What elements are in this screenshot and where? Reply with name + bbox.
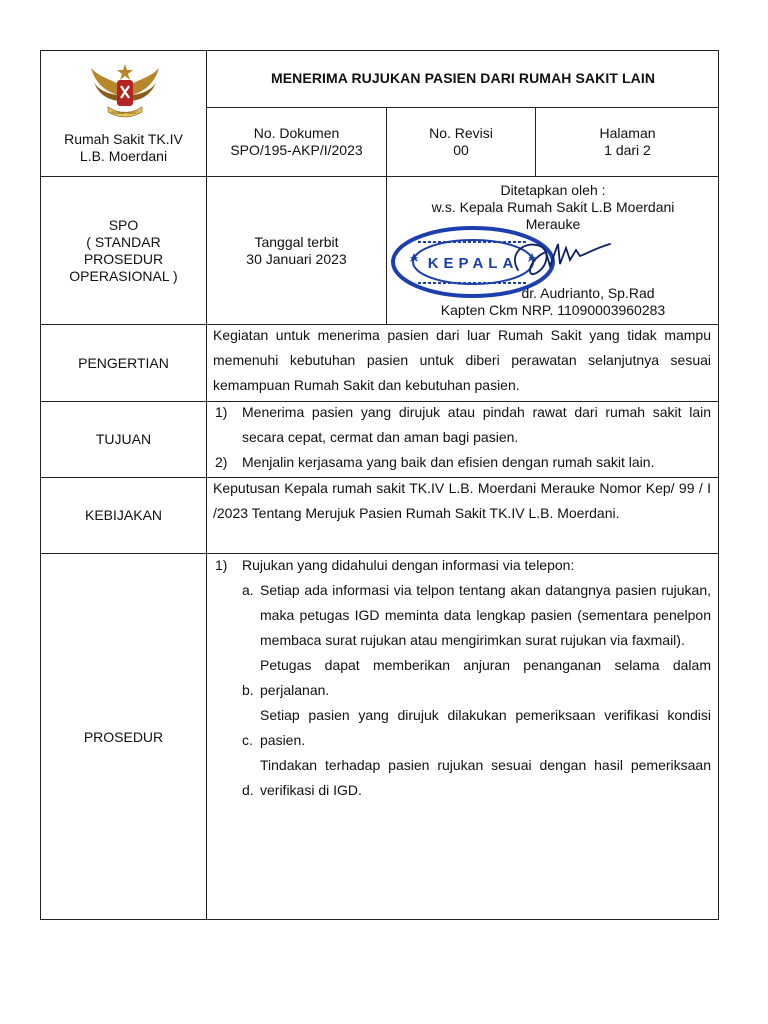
- document-title: MENERIMA RUJUKAN PASIEN DARI RUMAH SAKIT LAIN: [270, 70, 656, 86]
- document-number-cell: [207, 108, 386, 176]
- spo-label-cell: [41, 177, 206, 324]
- page-label: Halaman: [599, 125, 656, 141]
- prosedur-number-1: 1): [215, 557, 228, 573]
- document-number-value: SPO/195-AKP/I/2023: [230, 142, 363, 158]
- revision-value: 00: [453, 142, 469, 158]
- tujuan-list: [213, 400, 711, 475]
- stamp-text: KEPALA: [427, 255, 519, 272]
- hospital-name-line2: L.B. Moerdani: [79, 148, 168, 164]
- pengertian-paragraph: Kegiatan untuk menerima pasien dari luar Rumah Sakit yang tidak mampu memenuhi kebutuhan pasien untuk diberi perawatan selanjutnya sesuai kemampuan Rumah Sakit dan kebutuhan pasien.: [213, 327, 711, 393]
- prosedur-item-1: Rujukan yang didahului dengan informasi via telepon:: [242, 557, 575, 573]
- section-label-tujuan: TUJUAN: [95, 431, 152, 447]
- section-label-kebijakan: KEBIJAKAN: [84, 507, 163, 523]
- approval-line3: Merauke: [525, 216, 581, 232]
- hospital-name-cell: [41, 126, 206, 170]
- page-value: 1 dari 2: [604, 142, 651, 158]
- approver-block: [387, 284, 719, 320]
- approval-line2: w.s. Kepala Rumah Sakit L.B Moerdani: [431, 199, 675, 215]
- prosedur-sub-b: Petugas dapat memberikan anjuran penanganan selama dalam perjalanan.: [260, 657, 711, 698]
- prosedur-sub-c-letter: c.: [242, 732, 253, 748]
- document-number-label: No. Dokumen: [253, 125, 340, 141]
- spo-line1: SPO: [108, 216, 139, 233]
- spo-line2: ( STANDAR: [86, 233, 161, 250]
- tujuan-item-2: Menjalin kerjasama yang baik dan efisien dengan rumah sakit lain.: [242, 454, 655, 470]
- prosedur-sub-d-letter: d.: [242, 782, 254, 798]
- hospital-name-line1: Rumah Sakit TK.IV: [64, 131, 183, 147]
- section-label-pengertian: PENGERTIAN: [78, 354, 169, 371]
- logo-ribbon-text: RUMAH SAKIT: [111, 110, 139, 115]
- spo-line4: OPERASIONAL ): [69, 267, 178, 284]
- approver-name: dr. Audrianto, Sp.Rad: [521, 285, 655, 301]
- signature: [500, 230, 620, 280]
- revision-label: No. Revisi: [429, 125, 493, 141]
- pengertian-text: [213, 323, 711, 398]
- prosedur-sub-c: Setiap pasien yang dirujuk dilakukan pemeriksaan verifikasi kondisi pasien.: [260, 707, 711, 748]
- prosedur-sub-b-letter: b.: [242, 682, 254, 698]
- prosedur-sub-a: Setiap ada informasi via telpon tentang akan datangnya pasien rujukan, maka petugas IGD meminta data lengkap pasien (sementara penelpon membaca surat rujukan atau mengirimkan surat rujukan via faxmail).: [260, 582, 711, 648]
- tujuan-number-1: 1): [215, 404, 228, 420]
- prosedur-list: [213, 553, 711, 803]
- issue-date-cell: [207, 177, 386, 324]
- issue-date-value: 30 Januari 2023: [246, 250, 347, 267]
- kebijakan-text: [213, 476, 711, 526]
- tujuan-number-2: 2): [215, 454, 228, 470]
- prosedur-sub-d: Tindakan terhadap pasien rujukan sesuai dengan hasil pemeriksaan verifikasi di IGD.: [260, 757, 711, 798]
- prosedur-sub-a-letter: a.: [242, 582, 254, 598]
- page-cell: [536, 108, 719, 176]
- issue-date-label: Tanggal terbit: [254, 233, 339, 250]
- hospital-logo: [88, 58, 162, 122]
- kebijakan-paragraph: Keputusan Kepala rumah sakit TK.IV L.B. Moerdani Merauke Nomor Kep/ 99 / I /2023 Tentang Merujuk Pasien Rumah Sakit TK.IV L.B. Moerdani.: [213, 480, 711, 521]
- section-label-prosedur: PROSEDUR: [83, 728, 164, 745]
- prosedur-subitems: [242, 578, 711, 803]
- approver-rank: Kapten Ckm NRP. 11090003960283: [440, 302, 666, 318]
- spo-line3: PROSEDUR: [83, 250, 164, 267]
- tujuan-item-1: Menerima pasien yang dirujuk atau pindah rawat dari rumah sakit lain secara cepat, cermat dan aman bagi pasien.: [242, 404, 711, 445]
- revision-cell: [387, 108, 535, 176]
- approval-line1: Ditetapkan oleh :: [500, 182, 606, 198]
